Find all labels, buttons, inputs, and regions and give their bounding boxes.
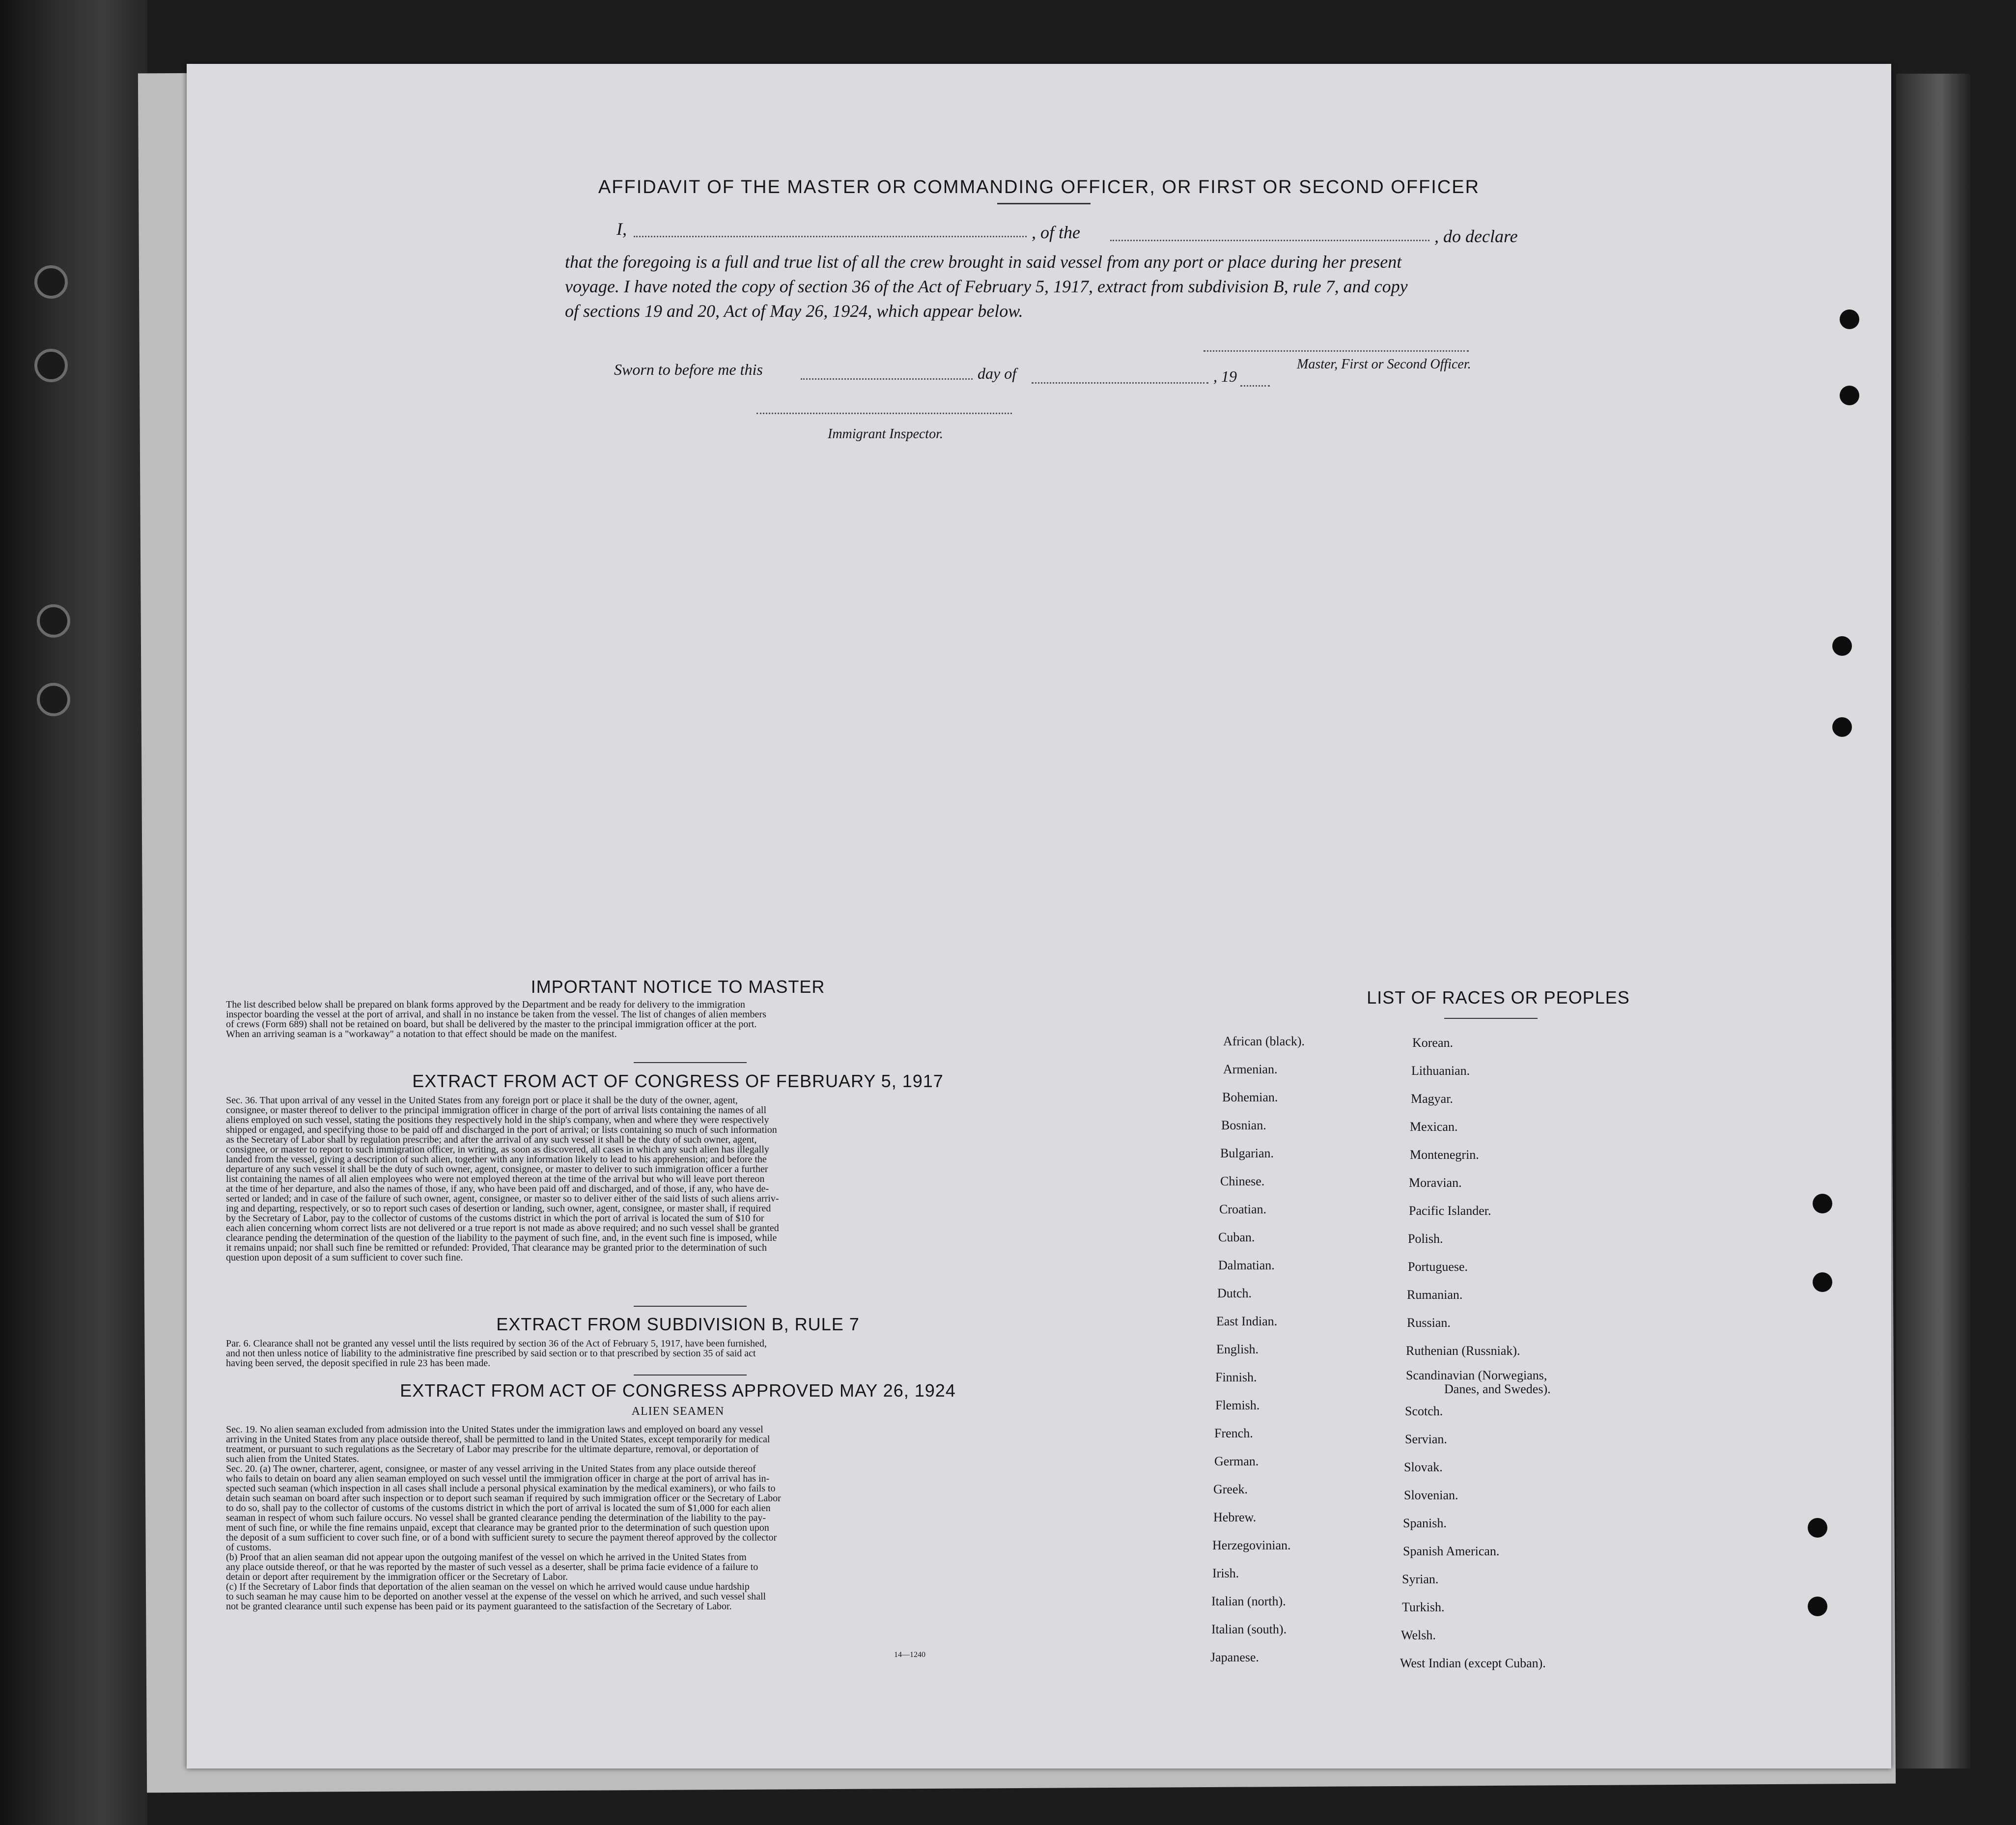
affidavit-line-1-i: I, xyxy=(616,219,627,239)
binder-ring-icon xyxy=(34,265,68,299)
extract-1924-subtitle: ALIEN SEAMEN xyxy=(631,1405,725,1418)
race-item: Scotch. xyxy=(1405,1404,1443,1418)
affidavit-line-3: voyage. I have noted the copy of section 36 of the Act of February 5, 1917, extract from subdivision B, rule 7, and copy xyxy=(565,277,1408,296)
extract-rule7-title: EXTRACT FROM SUBDIVISION B, RULE 7 xyxy=(496,1314,860,1334)
text-line: seaman in respect of whom such failure occurs. No vessel shall be granted clearance pending the determination of the liability to the pay- xyxy=(226,1513,766,1523)
race-item: Pacific Islander. xyxy=(1409,1204,1491,1218)
race-item: Dutch. xyxy=(1217,1286,1252,1300)
text-line: The list described below shall be prepared on blank forms approved by the Department and be ready for delivery to the immigration xyxy=(226,999,745,1010)
race-item: Italian (south). xyxy=(1211,1622,1287,1636)
signature-label: Master, First or Second Officer. xyxy=(1297,357,1471,372)
affidavit-line-1-declare: , do declare xyxy=(1434,226,1518,246)
inspector-blank-line xyxy=(756,413,1012,414)
text-line: aliens employed on such vessel, stating the positions they respectively hold in the ship's company, when and where they were respectively xyxy=(226,1115,769,1125)
text-line: list containing the names of all alien employees who were not employed thereon at the time of the arrival but who will leave port thereon xyxy=(226,1174,765,1184)
sworn-day-of: day of xyxy=(978,365,1017,382)
extract-rule7-text xyxy=(226,1339,1032,1368)
text-line: any place outside thereof, or that he was reported by the master of such vessel as a deserter, shall be prima facie evidence of a failure to xyxy=(226,1562,758,1572)
race-item: Polish. xyxy=(1408,1232,1443,1246)
text-line: having been served, the deposit specified in rule 23 has been made. xyxy=(226,1358,491,1369)
race-item: Slovak. xyxy=(1404,1460,1443,1474)
form-page xyxy=(187,64,1891,1769)
text-line: to such seaman he may cause him to be deported on another vessel at the expense of the vessel on which he arrived, and such vessel shall xyxy=(226,1591,766,1602)
sworn-day-blank-line xyxy=(801,378,973,380)
text-line: clearance pending the determination of the question of the liability to the payment of such fine, and, in the event such fine is imposed, while xyxy=(226,1233,777,1243)
races-divider xyxy=(1444,1018,1538,1019)
race-item: English. xyxy=(1216,1342,1259,1356)
race-item: Greek. xyxy=(1213,1482,1248,1496)
text-line: consignee, or master thereof to deliver to the principal immigration officer in charge of the port of arrival lists containing the names of all xyxy=(226,1105,767,1116)
text-line: landed from the vessel, giving a description of such alien, together with any information likely to lead to his apprehension; and before the xyxy=(226,1154,767,1165)
right-binding-edge xyxy=(1896,74,1970,1769)
text-line: Sec. 19. No alien seaman excluded from admission into the United States under the immigration laws and employed on board any vessel xyxy=(226,1424,763,1435)
text-line: and not then unless notice of liability to the administrative fine prescribed by said section or to that prescribed by section 35 of said act xyxy=(226,1348,756,1359)
binder-ring-icon xyxy=(37,604,70,638)
extract-1917-title: EXTRACT FROM ACT OF CONGRESS OF FEBRUARY 5, 1917 xyxy=(412,1071,944,1091)
race-item: Italian (north). xyxy=(1211,1594,1286,1608)
section-divider xyxy=(634,1306,747,1307)
text-line: detain such seaman on board after such inspection or to deport such seaman if required by such immigration officer or the Secretary of Labor xyxy=(226,1493,781,1504)
race-item: Magyar. xyxy=(1411,1092,1453,1106)
race-item: German. xyxy=(1214,1454,1259,1468)
race-item: Scandinavian (Norwegians, xyxy=(1406,1368,1547,1382)
race-item: Lithuanian. xyxy=(1411,1064,1470,1078)
sworn-month-blank-line xyxy=(1032,382,1208,384)
race-item: Slovenian. xyxy=(1404,1488,1458,1502)
race-item: Servian. xyxy=(1405,1432,1447,1446)
text-line: such alien from the United States. xyxy=(226,1454,360,1464)
punch-hole-icon xyxy=(1832,717,1852,737)
race-item: Dalmatian. xyxy=(1218,1258,1275,1272)
text-line: as the Secretary of Labor shall by regulation prescribe; and after the arrival of any such vessel it shall be the duty of such owner, agent, xyxy=(226,1134,757,1145)
punch-hole-icon xyxy=(1808,1597,1827,1616)
notice-text xyxy=(226,1000,1032,1039)
race-item: African (black). xyxy=(1223,1034,1305,1048)
punch-hole-icon xyxy=(1840,386,1859,405)
race-item: Croatian. xyxy=(1219,1202,1267,1216)
race-item: Irish. xyxy=(1212,1566,1239,1580)
race-item: Cuban. xyxy=(1218,1230,1255,1244)
text-line: each alien concerning whom correct lists are not delivered or a true report is not made as above required; and no such vessel shall be granted xyxy=(226,1223,779,1234)
extract-1924-text xyxy=(226,1425,1032,1611)
section-divider xyxy=(634,1062,747,1063)
affidavit-line-2: that the foregoing is a full and true list of all the crew brought in said vessel from any port or place during her present xyxy=(565,252,1402,272)
race-item: Japanese. xyxy=(1210,1650,1259,1664)
text-line: (b) Proof that an alien seaman did not appear upon the outgoing manifest of the vessel on which he arrived in the United States from xyxy=(226,1552,747,1563)
race-item: Turkish. xyxy=(1402,1600,1445,1614)
text-line: of customs. xyxy=(226,1542,272,1553)
text-line: not be granted clearance until such expense has been paid or its payment guaranteed to the satisfaction of the Secretary of Labor. xyxy=(226,1601,732,1612)
race-item: Moravian. xyxy=(1409,1176,1462,1190)
sworn-prefix: Sworn to before me this xyxy=(614,361,763,378)
sworn-year-blank-line xyxy=(1240,385,1270,387)
signature-blank-line xyxy=(1204,350,1469,352)
punch-hole-icon xyxy=(1813,1272,1832,1292)
text-line: spected such seaman (which inspection in all cases shall include a personal physical examination by the medical examiners), or who fails to xyxy=(226,1483,776,1494)
race-item: Korean. xyxy=(1412,1036,1454,1050)
vessel-blank-line xyxy=(1110,240,1429,241)
race-item: Ruthenian (Russniak). xyxy=(1406,1344,1520,1358)
text-line: consignee, or master to report to such immigration officer, in writing, as soon as discovered, all cases in which any such alien has illegally xyxy=(226,1144,769,1155)
binder-strip xyxy=(0,0,147,1825)
punch-hole-icon xyxy=(1840,309,1859,329)
text-line: question upon deposit of a sum sufficient to cover such fine. xyxy=(226,1252,463,1263)
text-line: Sec. 20. (a) The owner, charterer, agent, consignee, or master of any vessel arriving in the United States from any place outside thereof xyxy=(226,1463,756,1474)
text-line: ing and departing, respectively, or so to report such cases of desertion or landing, such owner, agent, consignee, or master shall, if required xyxy=(226,1203,771,1214)
race-item: Bulgarian. xyxy=(1220,1146,1274,1160)
race-item: Finnish. xyxy=(1215,1370,1257,1384)
notice-title: IMPORTANT NOTICE TO MASTER xyxy=(531,977,825,997)
sworn-year: , 19 xyxy=(1213,367,1237,385)
race-item: Bohemian. xyxy=(1222,1090,1278,1104)
text-line: detain or deport after requirement by the immigration officer or the Secretary of Labor. xyxy=(226,1572,568,1582)
race-item: East Indian. xyxy=(1216,1314,1278,1328)
title-divider xyxy=(997,203,1091,204)
inspector-label: Immigrant Inspector. xyxy=(828,426,943,442)
race-item: Bosnian. xyxy=(1221,1118,1266,1132)
text-line: by the Secretary of Labor, pay to the collector of customs of the customs district in which the port of arrival is located the sum of $10 for xyxy=(226,1213,764,1224)
affidavit-title: AFFIDAVIT OF THE MASTER OR COMMANDING OFFICER, OR FIRST OR SECOND OFFICER xyxy=(598,177,1480,197)
punch-hole-icon xyxy=(1808,1518,1827,1538)
name-blank-line xyxy=(634,236,1027,237)
race-item: Hebrew. xyxy=(1213,1510,1257,1524)
binder-ring-icon xyxy=(37,683,70,716)
text-line: who fails to detain on board any alien seaman employed on such vessel until the immigration officer in charge at the port of arrival has in- xyxy=(226,1473,770,1484)
punch-hole-icon xyxy=(1832,636,1852,656)
race-item: Mexican. xyxy=(1410,1120,1458,1134)
race-item: Armenian. xyxy=(1223,1062,1278,1076)
text-line: the deposit of a sum sufficient to cover such fine, or of a bond with sufficient surety to secure the payment thereof approved by the collector xyxy=(226,1532,777,1543)
text-line: at the time of her departure, and also the names of those, if any, who have been paid off and discharged, and of those, if any, who have de- xyxy=(226,1183,769,1194)
text-line: of crews (Form 689) shall not be retained on board, but shall be delivered by the master to the principal immigration officer at the port. xyxy=(226,1019,757,1030)
form-number: 14—1240 xyxy=(894,1651,925,1659)
text-line: to do so, shall pay to the collector of customs of the customs district in which the port of arrival is located the sum of $1,000 for each alien xyxy=(226,1503,771,1514)
race-item: Danes, and Swedes). xyxy=(1444,1382,1551,1396)
race-item: French. xyxy=(1214,1426,1253,1440)
race-item: Welsh. xyxy=(1401,1628,1436,1642)
text-line: Par. 6. Clearance shall not be granted any vessel until the lists required by section 36 of the Act of February 5, 1917, have been furnished, xyxy=(226,1338,767,1349)
text-line: (c) If the Secretary of Labor finds that deportation of the alien seaman on the vessel on which he arrived would cause undue hardship xyxy=(226,1581,750,1592)
race-item: Flemish. xyxy=(1215,1398,1260,1412)
race-item: Herzegovinian. xyxy=(1212,1538,1291,1552)
section-divider xyxy=(634,1375,747,1376)
text-line: treatment, or pursuant to such regulations as the Secretary of Labor may prescribe for the ultimate departure, removal, or deportation of xyxy=(226,1444,759,1455)
race-item: Portuguese. xyxy=(1408,1260,1468,1274)
text-line: serted or landed; and in case of the failure of such owner, agent, consignee, or master so to deliver either of the said lists of such aliens arriv- xyxy=(226,1193,779,1204)
race-item: Rumanian. xyxy=(1407,1288,1463,1302)
punch-hole-icon xyxy=(1813,1194,1832,1213)
extract-1917-text xyxy=(226,1095,1032,1263)
text-line: arriving in the United States from any place outside thereof, shall be permitted to land in the United States, except temporarily for medical xyxy=(226,1434,770,1445)
text-line: departure of any such vessel it shall be the duty of such owner, agent, consignee, or master to deliver to such immigration officer a further xyxy=(226,1164,768,1175)
text-line: Sec. 36. That upon arrival of any vessel in the United States from any foreign port or place it shall be the duty of the owner, agent, xyxy=(226,1095,738,1106)
extract-1924-title: EXTRACT FROM ACT OF CONGRESS APPROVED MAY 26, 1924 xyxy=(400,1380,956,1401)
race-item: Spanish American. xyxy=(1403,1544,1500,1558)
text-line: inspector boarding the vessel at the port of arrival, and shall in no instance be taken from the vessel. The list of changes of alien members xyxy=(226,1009,766,1020)
race-item: Russian. xyxy=(1407,1316,1451,1330)
binder-ring-icon xyxy=(34,349,68,382)
text-line: When an arriving seaman is a "workaway" a notation to that effect should be made on the manifest. xyxy=(226,1029,617,1039)
text-line: it remains unpaid; nor shall such fine be remitted or refunded: Provided, That clearance may be granted prior to the determination of such xyxy=(226,1242,767,1253)
text-line: shipped or engaged, and specifying those to be paid off and discharged in the port of arrival; or lists containing so much of such information xyxy=(226,1124,777,1135)
race-item: Syrian. xyxy=(1402,1572,1439,1586)
race-item: Spanish. xyxy=(1403,1516,1447,1530)
race-item: Montenegrin. xyxy=(1410,1148,1479,1162)
affidavit-line-4: of sections 19 and 20, Act of May 26, 1924, which appear below. xyxy=(565,301,1023,321)
race-item: Chinese. xyxy=(1220,1174,1265,1188)
text-line: ment of such fine, or while the fine remains unpaid, except that clearance may be granted prior to the determination of such question upon xyxy=(226,1522,769,1533)
race-item: West Indian (except Cuban). xyxy=(1400,1656,1546,1670)
affidavit-line-1-of-the: , of the xyxy=(1032,223,1080,242)
races-title: LIST OF RACES OR PEOPLES xyxy=(1367,987,1630,1008)
